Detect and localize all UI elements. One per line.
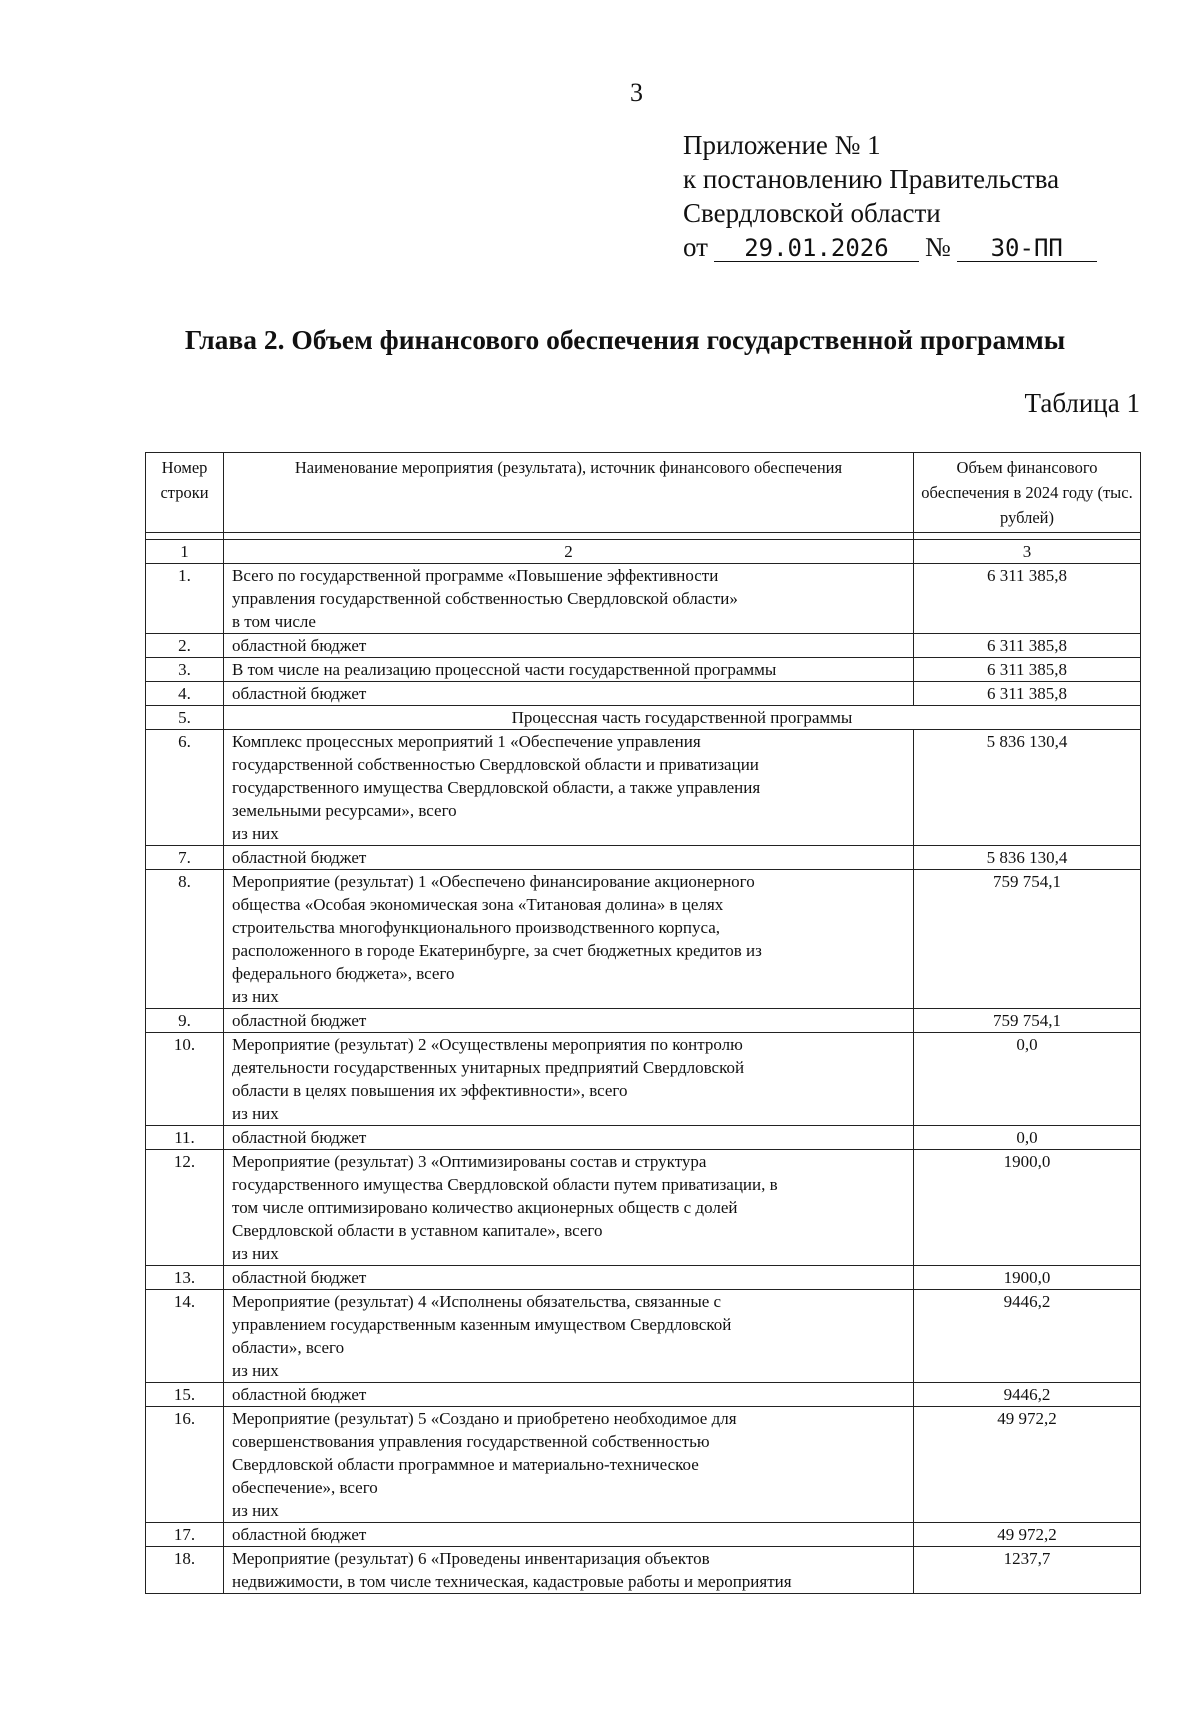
row-number-cell: 7. (146, 846, 224, 870)
row-number-cell: 15. (146, 1383, 224, 1407)
name-line: расположенного в городе Екатеринбурге, за счет бюджетных кредитов из (232, 941, 762, 960)
name-line: деятельности государственных унитарных предприятий Свердловской (232, 1058, 745, 1077)
table-row (146, 1126, 1141, 1150)
volume-cell: 5 836 130,4 (914, 846, 1141, 870)
name-line: Мероприятие (результат) 2 «Осуществлены мероприятия по контролю (232, 1035, 743, 1054)
header-gap-cell (914, 533, 1141, 540)
column-index-row (146, 540, 1141, 564)
volume-cell: 9446,2 (914, 1383, 1141, 1407)
row-number-cell: 5. (146, 706, 224, 730)
row-number-cell: 2. (146, 634, 224, 658)
name-line: обеспечение», всего (232, 1478, 378, 1497)
name-line: областной бюджет (232, 1385, 367, 1404)
table-row (146, 706, 1141, 730)
name-line: Свердловской области программное и материально-техническое (232, 1455, 699, 1474)
name-cell (224, 1150, 914, 1266)
row-number-cell: 13. (146, 1266, 224, 1290)
table-row (146, 1033, 1141, 1126)
name-cell (224, 658, 914, 682)
table-row (146, 658, 1141, 682)
table-header-row (146, 453, 1141, 533)
name-line: из них (232, 1361, 279, 1380)
row-number-cell: 12. (146, 1150, 224, 1266)
volume-cell: 49 972,2 (914, 1407, 1141, 1523)
name-line: из них (232, 1104, 279, 1123)
column-index-3: 3 (914, 540, 1141, 564)
volume-cell: 6 311 385,8 (914, 682, 1141, 706)
appendix-title: Приложение № 1 (683, 130, 881, 160)
name-cell (224, 1407, 914, 1523)
name-cell (224, 1290, 914, 1383)
volume-cell: 9446,2 (914, 1290, 1141, 1383)
row-number-cell: 8. (146, 870, 224, 1009)
name-line: областной бюджет (232, 1268, 367, 1287)
financing-table-frame (145, 452, 1140, 1594)
name-line: Мероприятие (результат) 4 «Исполнены обязательства, связанные с (232, 1292, 722, 1311)
name-cell (224, 1523, 914, 1547)
header-gap-cell (146, 533, 224, 540)
table-row (146, 682, 1141, 706)
name-line: общества «Особая экономическая зона «Титановая долина» в целях (232, 895, 724, 914)
table-row (146, 1150, 1141, 1266)
name-line: Мероприятие (результат) 5 «Создано и приобретено необходимое для (232, 1409, 737, 1428)
row-number-cell: 14. (146, 1290, 224, 1383)
table-row (146, 846, 1141, 870)
appendix-region-line: Свердловской области (683, 198, 941, 228)
volume-cell: 0,0 (914, 1033, 1141, 1126)
row-number-cell: 6. (146, 730, 224, 846)
name-line: управления государственной собственностью Свердловской области» (232, 589, 738, 608)
name-cell (224, 870, 914, 1009)
table-row (146, 564, 1141, 634)
decree-number: 30-ПП (957, 235, 1097, 262)
financing-table (145, 452, 1141, 1594)
name-line: управлением государственным казенным имуществом Свердловской (232, 1315, 732, 1334)
number-label: № (924, 232, 951, 262)
row-number-cell: 17. (146, 1523, 224, 1547)
name-line: федерального бюджета», всего (232, 964, 455, 983)
row-number-cell: 1. (146, 564, 224, 634)
from-label: от (683, 232, 708, 262)
name-line: Мероприятие (результат) 1 «Обеспечено финансирование акционерного (232, 872, 755, 891)
name-line: из них (232, 987, 279, 1006)
row-number-cell: 4. (146, 682, 224, 706)
volume-cell: 49 972,2 (914, 1523, 1141, 1547)
name-line: том числе оптимизировано количество акционерных обществ с долей (232, 1198, 738, 1217)
header-gap-row (146, 533, 1141, 540)
table-row (146, 1383, 1141, 1407)
volume-cell: 1900,0 (914, 1266, 1141, 1290)
name-line: недвижимости, в том числе техническая, кадастровые работы и мероприятия (232, 1572, 792, 1591)
volume-cell: 759 754,1 (914, 1009, 1141, 1033)
name-line: В том числе на реализацию процессной части государственной программы (232, 660, 777, 679)
name-line: совершенствования управления государственной собственностью (232, 1432, 710, 1451)
name-cell (224, 1033, 914, 1126)
name-cell (224, 1547, 914, 1594)
name-line: земельными ресурсами», всего (232, 801, 457, 820)
name-line: государственного имущества Свердловской области, а также управления (232, 778, 761, 797)
table-caption: Таблица 1 (1024, 388, 1140, 418)
appendix-block (683, 128, 1097, 264)
header-gap-cell (224, 533, 914, 540)
table-row (146, 1266, 1141, 1290)
name-line: областной бюджет (232, 1128, 367, 1147)
name-cell (224, 634, 914, 658)
name-line: областной бюджет (232, 1011, 367, 1030)
row-number-cell: 11. (146, 1126, 224, 1150)
volume-cell: 6 311 385,8 (914, 564, 1141, 634)
name-line: Мероприятие (результат) 6 «Проведены инвентаризация объектов (232, 1549, 710, 1568)
name-cell (224, 1266, 914, 1290)
volume-cell: 6 311 385,8 (914, 634, 1141, 658)
row-number-cell: 10. (146, 1033, 224, 1126)
name-cell (224, 1009, 914, 1033)
volume-cell: 759 754,1 (914, 870, 1141, 1009)
page-number: 3 (630, 78, 643, 107)
name-line: из них (232, 1501, 279, 1520)
name-line: областной бюджет (232, 636, 367, 655)
decree-date: 29.01.2026 (714, 235, 919, 262)
name-line: из них (232, 1244, 279, 1263)
name-cell (224, 730, 914, 846)
volume-cell: 1900,0 (914, 1150, 1141, 1266)
name-line: строительства многофункционального производственного корпуса, (232, 918, 721, 937)
chapter-title: Глава 2. Объем финансового обеспечения государственной программы (184, 324, 1066, 355)
name-line: в том числе (232, 612, 316, 631)
name-line: областной бюджет (232, 848, 367, 867)
table-row (146, 634, 1141, 658)
name-line: областной бюджет (232, 1525, 367, 1544)
table-row (146, 1290, 1141, 1383)
header-name: Наименование мероприятия (результата), источник финансового обеспечения (224, 453, 914, 533)
volume-cell: 6 311 385,8 (914, 658, 1141, 682)
name-line: области в целях повышения их эффективности», всего (232, 1081, 628, 1100)
table-row (146, 1009, 1141, 1033)
column-index-1: 1 (146, 540, 224, 564)
name-line: Всего по государственной программе «Повышение эффективности (232, 566, 719, 585)
appendix-decree-line: к постановлению Правительства (683, 164, 1060, 194)
name-cell (224, 682, 914, 706)
table-body (146, 540, 1141, 1594)
table-row (146, 1523, 1141, 1547)
name-line: государственной собственностью Свердловской области и приватизации (232, 755, 759, 774)
row-number-cell: 9. (146, 1009, 224, 1033)
name-line: Свердловской области в уставном капитале», всего (232, 1221, 603, 1240)
table-row (146, 730, 1141, 846)
table-row (146, 870, 1141, 1009)
table-row (146, 1547, 1141, 1594)
volume-cell: 0,0 (914, 1126, 1141, 1150)
name-line: из них (232, 824, 279, 843)
name-line: области», всего (232, 1338, 345, 1357)
name-cell (224, 564, 914, 634)
name-line: областной бюджет (232, 684, 367, 703)
name-cell (224, 1126, 914, 1150)
header-volume: Объем финансового обеспечения в 2024 году (тыс. рублей) (914, 453, 1141, 533)
name-line: Комплекс процессных мероприятий 1 «Обеспечение управления (232, 732, 701, 751)
volume-cell: 5 836 130,4 (914, 730, 1141, 846)
header-row-number: Номер строки (146, 453, 224, 533)
name-line: государственного имущества Свердловской области путем приватизации, в (232, 1175, 778, 1194)
table-row (146, 1407, 1141, 1523)
volume-cell: 1237,7 (914, 1547, 1141, 1594)
column-index-2: 2 (224, 540, 914, 564)
name-line: Мероприятие (результат) 3 «Оптимизированы состав и структура (232, 1152, 707, 1171)
row-number-cell: 16. (146, 1407, 224, 1523)
row-number-cell: 18. (146, 1547, 224, 1594)
row-number-cell: 3. (146, 658, 224, 682)
appendix-date-number-line (683, 230, 1097, 264)
name-cell (224, 1383, 914, 1407)
name-cell (224, 846, 914, 870)
section-title-cell: Процессная часть государственной программы (224, 706, 1141, 730)
